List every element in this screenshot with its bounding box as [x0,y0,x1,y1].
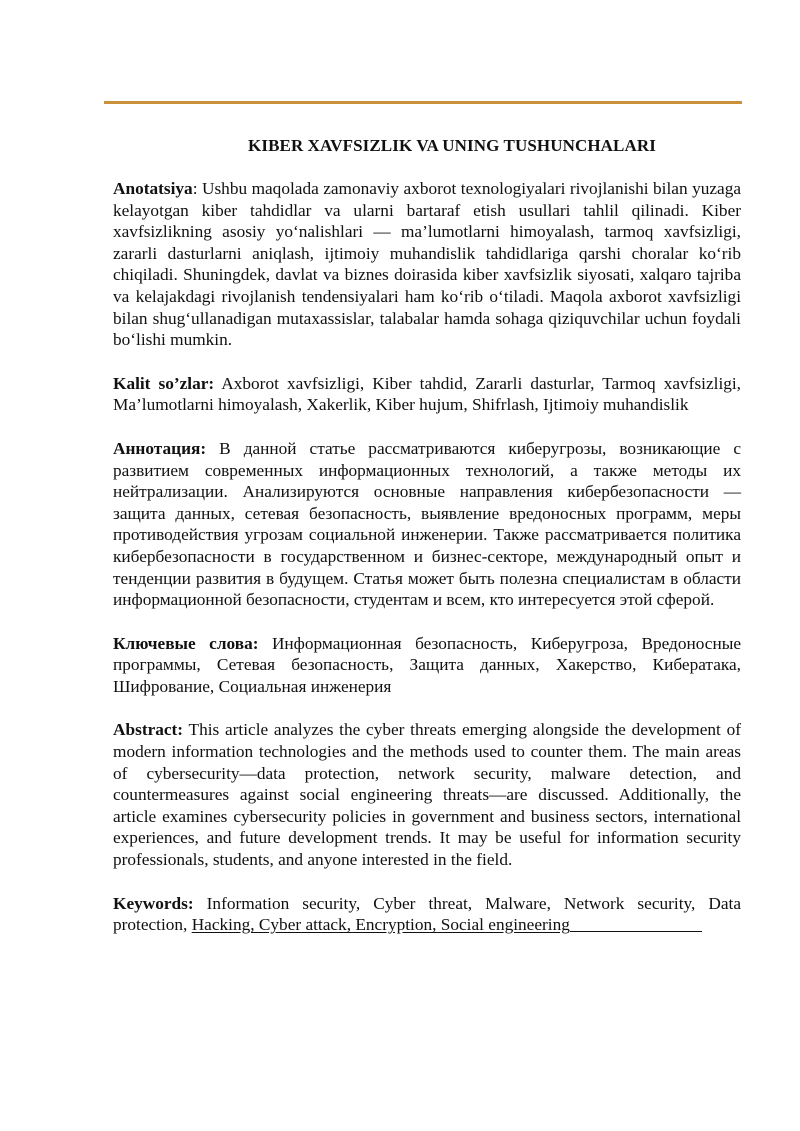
keywords-label: Keywords: [113,893,194,913]
keywords-text: Information security, Cyber threat, Malware, Network security, Data protection, [113,893,741,935]
klyuchevye-label: Ключевые слова: [113,633,259,653]
annotatsiya-ru-paragraph [113,438,741,611]
annotatsiya-ru-label: Аннотация: [113,438,207,458]
anotatsiya-text: : Ushbu maqolada zamonaviy axborot texnologiyalari rivojlanishi bilan yuzaga kelayotgan kiber tahdidlar va ularni bartaraf etish usullari tahlil qilinadi. Kiber xavfsizlikning asosiy yo‘nalishlari — ma’lumotlarni himoyalash, tarmoq xavfsizligi, zararli dasturlarni aniqlash, ijtimoiy muhandislik tahdidlariga qarshi choralar ko‘rib chiqiladi. Shuningdek, davlat va biznes doirasida kiber xavfsizlik siyosati, xalqaro tajriba va kelajakdagi rivojlanish tendensiyalari ham ko‘rib o‘tiladi. Maqola axborot xavfsizligi bilan shug‘ullanadigan mutaxassislar, talabalar hamda sohaga qiziquvchilar uchun foydali bo‘lishi mumkin. [113,179,741,350]
klyuchevye-paragraph [113,633,741,698]
kalit-sozlar-paragraph [113,373,741,416]
keywords-paragraph [113,893,741,936]
kalit-sozlar-label: Kalit so’zlar: [113,373,215,393]
annotatsiya-ru-text: В данной статье рассматриваются киберугрозы, возникающие с развитием современных информационных технологий, а также методы их нейтрализации. Анализируются основные направления кибербезопасности — защита данных, сетевая безопасность, выявление вредоносных программ, меры противодействия угрозам социальной инженерии. Также рассматривается политика кибербезопасности в государственном и бизнес-секторе, международный опыт и тенденции развития в будущем. Статья может быть полезна специалистам в области информационной безопасности, студентам и всем, кто интересуется этой сферой. [113,438,741,610]
abstract-paragraph [113,719,741,870]
anotatsiya-label: Anotatsiya [113,179,193,198]
keywords-underline-extension [570,930,702,932]
abstract-text: This article analyzes the cyber threats emerging alongside the development of modern information technologies and the methods used to counter them. The main areas of cybersecurity—data protection, network security, malware detection, and countermeasures against social engineering threats—are discussed. Additionally, the article examines cybersecurity policies in government and business sectors, international experiences, and future development trends. It may be useful for information security professionals, students, and anyone interested in the field. [113,720,741,870]
keywords-underlined-text: Hacking, Cyber attack, Encryption, Social engineering [191,915,570,935]
top-divider-rule [104,101,742,104]
anotatsiya-paragraph [113,178,741,351]
paper-title: KIBER XAVFSIZLIK VA UNING TUSHUNCHALARI [248,136,656,155]
klyuchevye-text: Информационная безопасность, Киберугроза, Вредоносные программы, Сетевая безопасность, Защита данных, Хакерство, Кибератака, Шифрование, Социальная инженерия [113,633,742,696]
kalit-sozlar-text: Axborot xavfsizligi, Kiber tahdid, Zararli dasturlar, Tarmoq xavfsizligi, Ma’lumotlarni himoyalash, Xakerlik, Kiber hujum, Shifrlash, Ijtimoiy muhandislik [113,373,742,415]
paper-body [113,178,741,958]
abstract-label: Abstract: [113,720,184,740]
